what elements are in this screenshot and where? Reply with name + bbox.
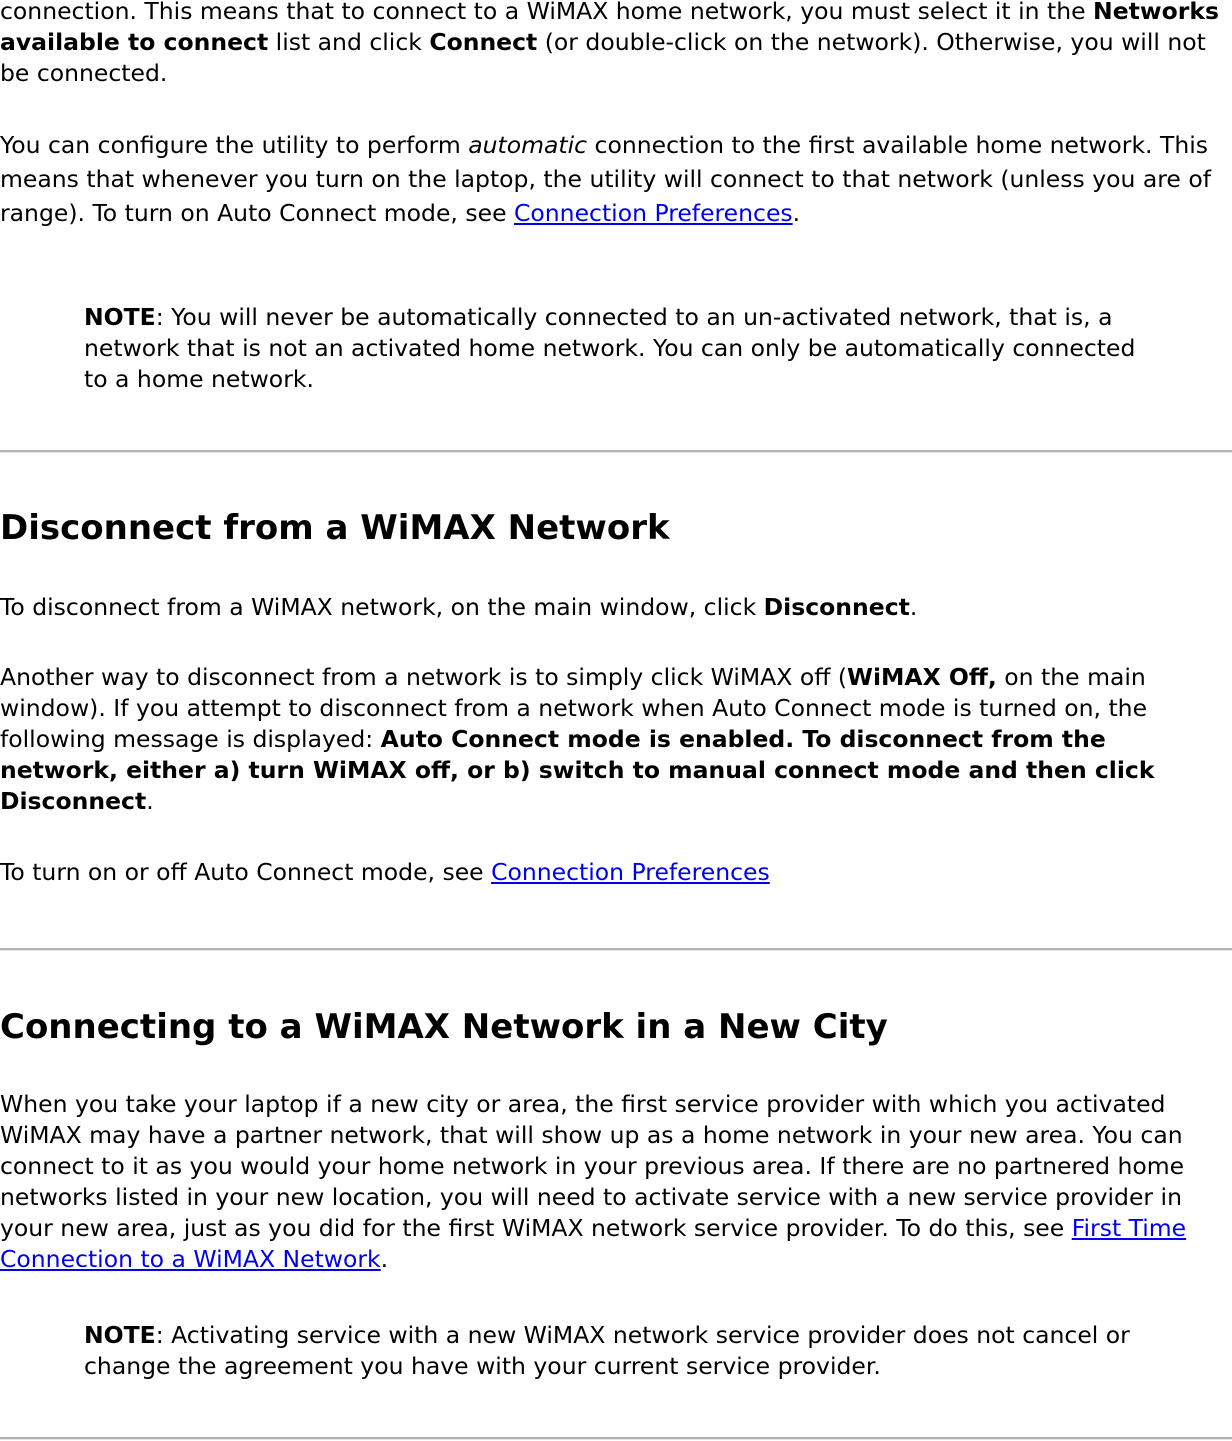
disconnect-paragraph-2 [0, 662, 1230, 817]
text: connection. This means that to connect to a WiMAX home network, you must select it in the [0, 0, 1094, 25]
note-activating-service [84, 1320, 1144, 1382]
note-label: NOTE [84, 1321, 156, 1349]
connect-term: Connect [429, 28, 538, 56]
text: . [146, 787, 154, 815]
text: To turn on or off Auto Connect mode, see [0, 858, 492, 886]
text: To disconnect from a WiMAX network, on the main window, click [0, 593, 764, 621]
text: When you take your laptop if a new city or area, the first service provider with which you activated WiMAX may have a partner network, that will show up as a home network in your new area. You can connect to it as you would your home network in your previous area. If there are no partnered home networks listed in your new location, you will need to activate service with a new service provider in your new area, just as you did for the first WiMAX network service provider. To do this, see [0, 1090, 1185, 1242]
automatic-term: automatic [468, 131, 588, 159]
new-city-paragraph [0, 1089, 1230, 1275]
note-text: : You will never be automatically connected to an un-activated network, that is, a network that is not an activated home network. You can only be automatically connected to a home network. [84, 303, 1136, 393]
networks-available-term: Networks available to connect [0, 0, 1219, 56]
section-divider [0, 450, 1232, 453]
section-divider [0, 948, 1232, 951]
heading-new-city: Connecting to a WiMAX Network in a New City [0, 1007, 888, 1047]
text: Another way to disconnect from a network is to simply click WiMAX off ( [0, 663, 848, 691]
auto-connect-message: Auto Connect mode is enabled. To disconnect from the network, either a) turn WiMAX off, or b) switch to manual connect mode and then click Disconnect [0, 725, 1155, 815]
disconnect-term: Disconnect [763, 593, 910, 621]
connection-preferences-link-2[interactable]: Connection Preferences [491, 858, 770, 886]
note-auto-connect [84, 302, 1144, 395]
disconnect-paragraph-1 [0, 592, 1230, 623]
text: . [380, 1245, 389, 1273]
connection-preferences-link[interactable]: Connection Preferences [514, 199, 793, 227]
section-divider [0, 1437, 1232, 1440]
note-text: : Activating service with a new WiMAX network service provider does not cancel or change the agreement you have with your current service provider. [84, 1321, 1130, 1380]
note-label: NOTE [84, 303, 156, 331]
wimax-off-term: WiMAX Off, [847, 663, 997, 691]
disconnect-paragraph-3 [0, 857, 1230, 888]
text: on the main window). If you attempt to disconnect from a network when Auto Connect mode is turned on, the following message is displayed: [0, 663, 1148, 753]
intro-paragraph-auto-connect [0, 128, 1230, 230]
text: list and click [268, 28, 430, 56]
first-time-connection-link[interactable]: First Time Connection to a WiMAX Network [0, 1214, 1187, 1273]
heading-disconnect: Disconnect from a WiMAX Network [0, 508, 670, 548]
text: . [792, 199, 801, 227]
text: connection to the first available home network. This means that whenever you turn on the laptop, the utility will connect to that network (unless you are of range). To turn on Auto Connect mode, see [0, 131, 1211, 227]
text: You can configure the utility to perform [0, 131, 469, 159]
text: (or double-click on the network). Otherwise, you will not be connected. [0, 28, 1206, 87]
intro-paragraph-connect [0, 0, 1230, 89]
text: . [909, 593, 918, 621]
